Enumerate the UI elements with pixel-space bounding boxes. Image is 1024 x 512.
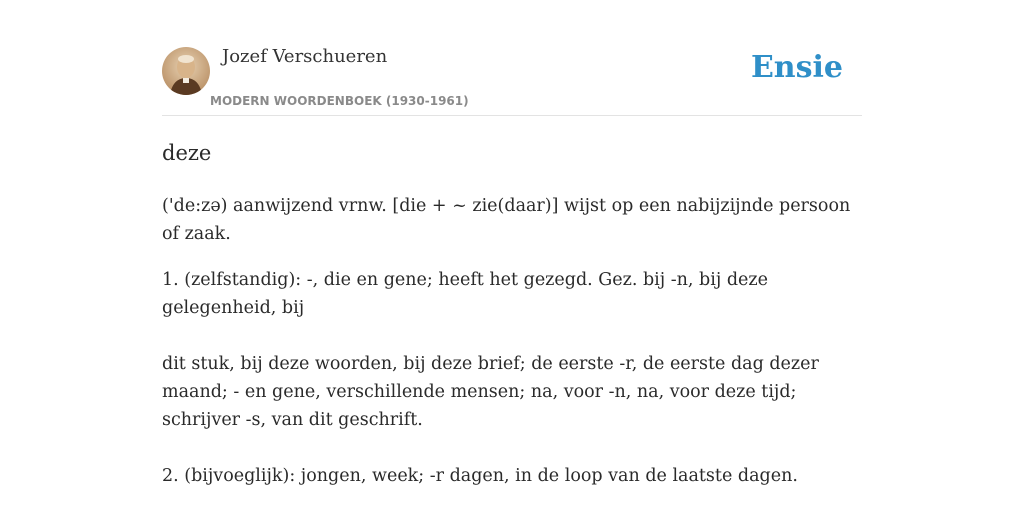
ensie-logo[interactable]: Ensie <box>750 50 843 85</box>
author-name[interactable]: Jozef Verschueren <box>222 46 388 67</box>
definition-paragraph-senses: 1. (zelfstandig): -, die en gene; heeft het gezegd. Gez. bij -n, bij deze gelegenheid, bij dit stuk, bij deze woorden, bij deze brief; de eerste -r, de eerste dag dezer maand; - en gene, verschillende mensen; na, voor -n, na, voor deze tijd; schrijver -s, van dit geschrift. 2. (bijvoeglijk): jongen, week; -r dagen, in de loop van de laatste dagen. <box>162 270 819 486</box>
dictionary-source[interactable]: MODERN WOORDENBOEK (1930-1961) <box>210 94 469 108</box>
author-avatar[interactable] <box>162 47 210 95</box>
entry-definition <box>162 192 867 508</box>
entry-headword: deze <box>162 141 212 165</box>
header-divider <box>162 115 862 116</box>
author-portrait-image <box>162 47 210 95</box>
definition-paragraph-intro: ('de:zə) aanwijzend vrnw. [die + ~ zie(daar)] wijst op een nabijzijnde persoon of zaak. <box>162 196 851 244</box>
